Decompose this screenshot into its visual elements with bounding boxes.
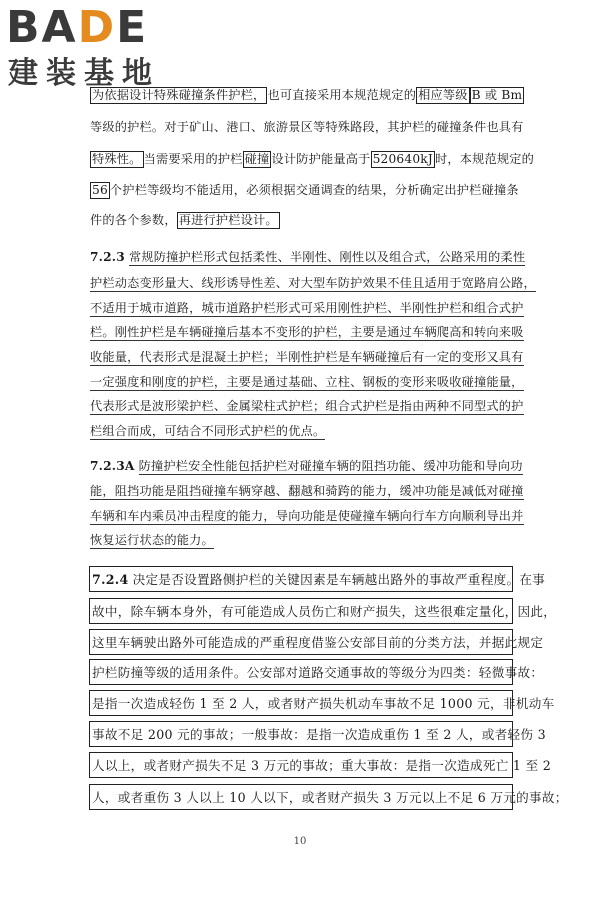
s723a-line4: 恢复运行状态的能力。 [90,533,214,547]
s724-line5: 是指一次造成轻伤 1 至 2 人，或者财产损失机动车事故不足 1000 元，非机动车 [89,690,513,716]
s724-line6: 事故不足 200 元的事故；一般事故：是指一次造成重伤 1 至 2 人，或者轻伤 3 [89,721,513,747]
s723-line2: 护栏动态变形量大、线形诱导性差、对大型车防护效果不佳且适用于宽路肩公路， [90,276,536,290]
s724-line7: 人以上，或者财产损失不足 3 万元的事故；重大事故：是指一次造成死亡 1 至 2 [89,752,513,778]
section-number: 7.2.3 [90,250,125,264]
s723-line1: 7.2.3 常规防撞护栏形式包括柔性、半刚性、刚性以及组合式，公路采用的柔性 [90,250,526,264]
s724-line1: 7.2.4 决定是否设置路侧护栏的关键因素是车辆越出路外的事故严重程度。在事 [89,566,513,592]
para1-line4: 56 个护栏等级均不能适用，必须根据交通调查的结果，分析确定出护栏碰撞条 [92,183,519,197]
s723a-line1: 7.2.3A 防撞护栏安全性能包括护栏对碰撞车辆的阻挡功能、缓冲功能和导向功 [90,459,523,473]
section-number: 7.2.3A [90,459,135,473]
para1-line3: 特殊性。 当需要采用的护栏 碰撞 设计防护能量高于 520640kJ 时，本规范规定的 [92,152,535,166]
logo-wordmark: BADE [6,2,149,53]
s723-line3: 不适用于城市道路，城市道路护栏形式可采用刚性护栏、半刚性护栏和组合式护 [90,301,524,315]
s724-line3: 这里车辆驶出路外可能造成的严重程度借鉴公安部目前的分类方法，并据此规定 [89,629,513,655]
para1-line5: 件的各个参数， 再进行护栏设计。 [90,213,278,227]
s723-line7: 代表形式是波形梁护栏、金属梁柱式护栏；组合式护栏是指由两种不同型式的护 [90,399,524,413]
page-number: 10 [293,836,307,847]
s723-line5: 收能量，代表形式是混凝土护栏；半刚性护栏是车辆碰撞后有一定的变形又具有 [90,350,524,364]
section-number: 7.2.4 [92,572,129,587]
logo-subtitle: 建装基地 [8,56,160,91]
s723a-line2: 能，阻挡功能是阻挡碰撞车辆穿越、翻越和骑跨的能力，缓冲功能是减低对碰撞 [90,484,524,498]
s723a-line3: 车辆和车内乘员冲击程度的能力，导向功能是使碰撞车辆向行车方向顺利导出并 [90,509,524,523]
s724-line4: 护栏防撞等级的适用条件。公安部对道路交通事故的等级分为四类：轻微事故： [89,659,513,685]
s724-line2: 故中，除车辆本身外，有可能造成人员伤亡和财产损失，这些很难定量化，因此， [89,598,513,624]
s723-line4: 栏。刚性护栏是车辆碰撞后基本不变形的护栏，主要是通过车辆爬高和转向来吸 [90,325,524,339]
s723-line8: 栏组合而成，可结合不同形式护栏的优点。 [90,424,326,438]
s724-line8: 人，或者重伤 3 人以上 10 人以下，或者财产损失 3 万元以上不足 6 万元的事故； [89,784,513,810]
para1-line1: 为依据设计特殊碰撞条件护栏， 也可直接采用本规范规定的 相应等级 B 或 Bm [92,88,523,102]
s723-line6: 一定强度和刚度的护栏，主要是通过基础、立柱、钢板的变形来吸收碰撞能量， [90,375,524,389]
para1-line2: 等级的护栏。对于矿山、港口、旅游景区等特殊路段，其护栏的碰撞条件也具有 [90,120,524,134]
brand-logo [6,2,178,98]
